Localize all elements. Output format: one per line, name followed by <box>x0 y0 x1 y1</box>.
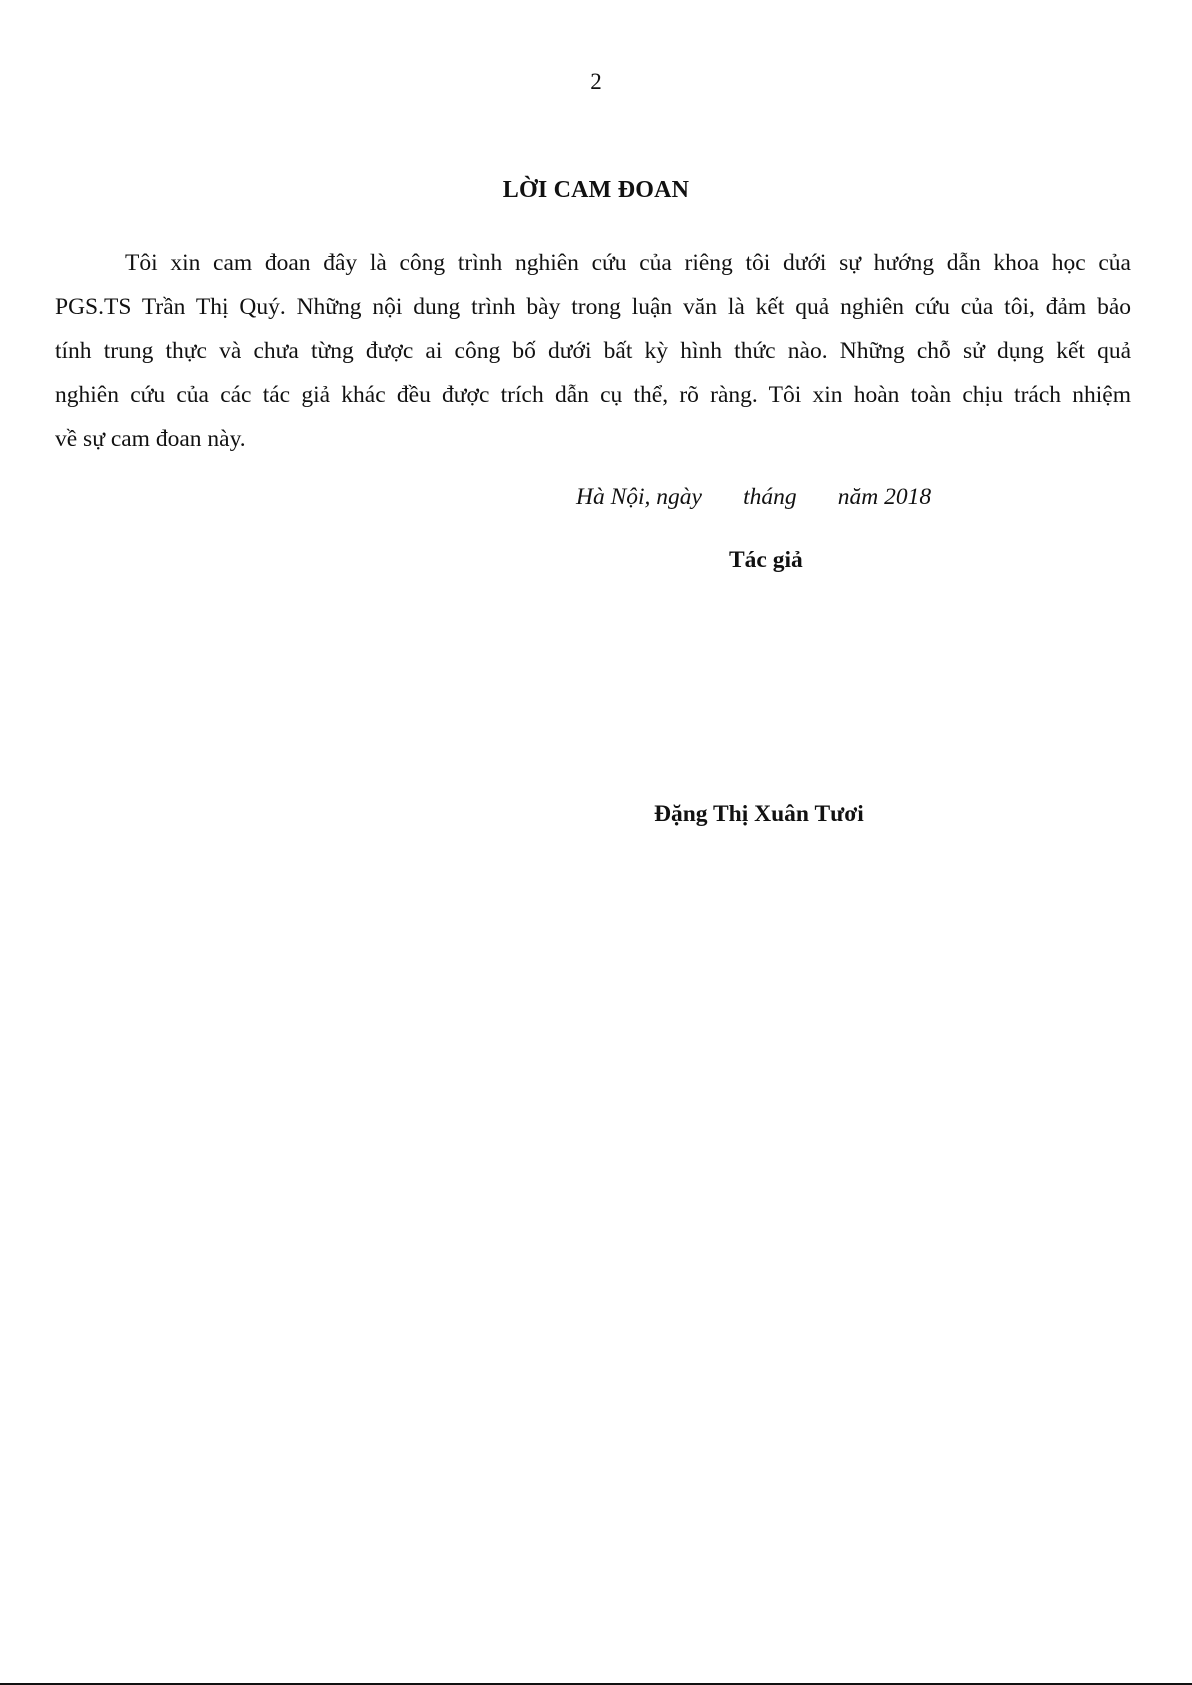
page-title: LỜI CAM ĐOAN <box>502 177 690 203</box>
paragraph-line: về sự cam đoan này. <box>55 426 246 452</box>
paragraph-line: PGS.TS Trần Thị Quý. Những nội dung trình bày trong luận văn là kết quả nghiên cứu của tôi, đảm bảo <box>55 294 1131 320</box>
author-label: Tác giả <box>729 547 803 573</box>
paragraph-line: Tôi xin cam đoan đây là công trình nghiên cứu của riêng tôi dưới sự hướng dẫn khoa học của <box>125 250 1131 276</box>
author-name: Đặng Thị Xuân Tươi <box>654 801 864 827</box>
signature-date: Hà Nội, ngày tháng năm 2018 <box>576 484 932 510</box>
declaration-paragraph <box>55 241 1131 461</box>
page-number: 2 <box>590 69 602 94</box>
paragraph-line: nghiên cứu của các tác giả khác đều được trích dẫn cụ thể, rõ ràng. Tôi xin hoàn toàn chịu trách nhiệm <box>55 382 1131 408</box>
paragraph-line: tính trung thực và chưa từng được ai công bố dưới bất kỳ hình thức nào. Những chỗ sử dụng kết quả <box>55 338 1131 364</box>
